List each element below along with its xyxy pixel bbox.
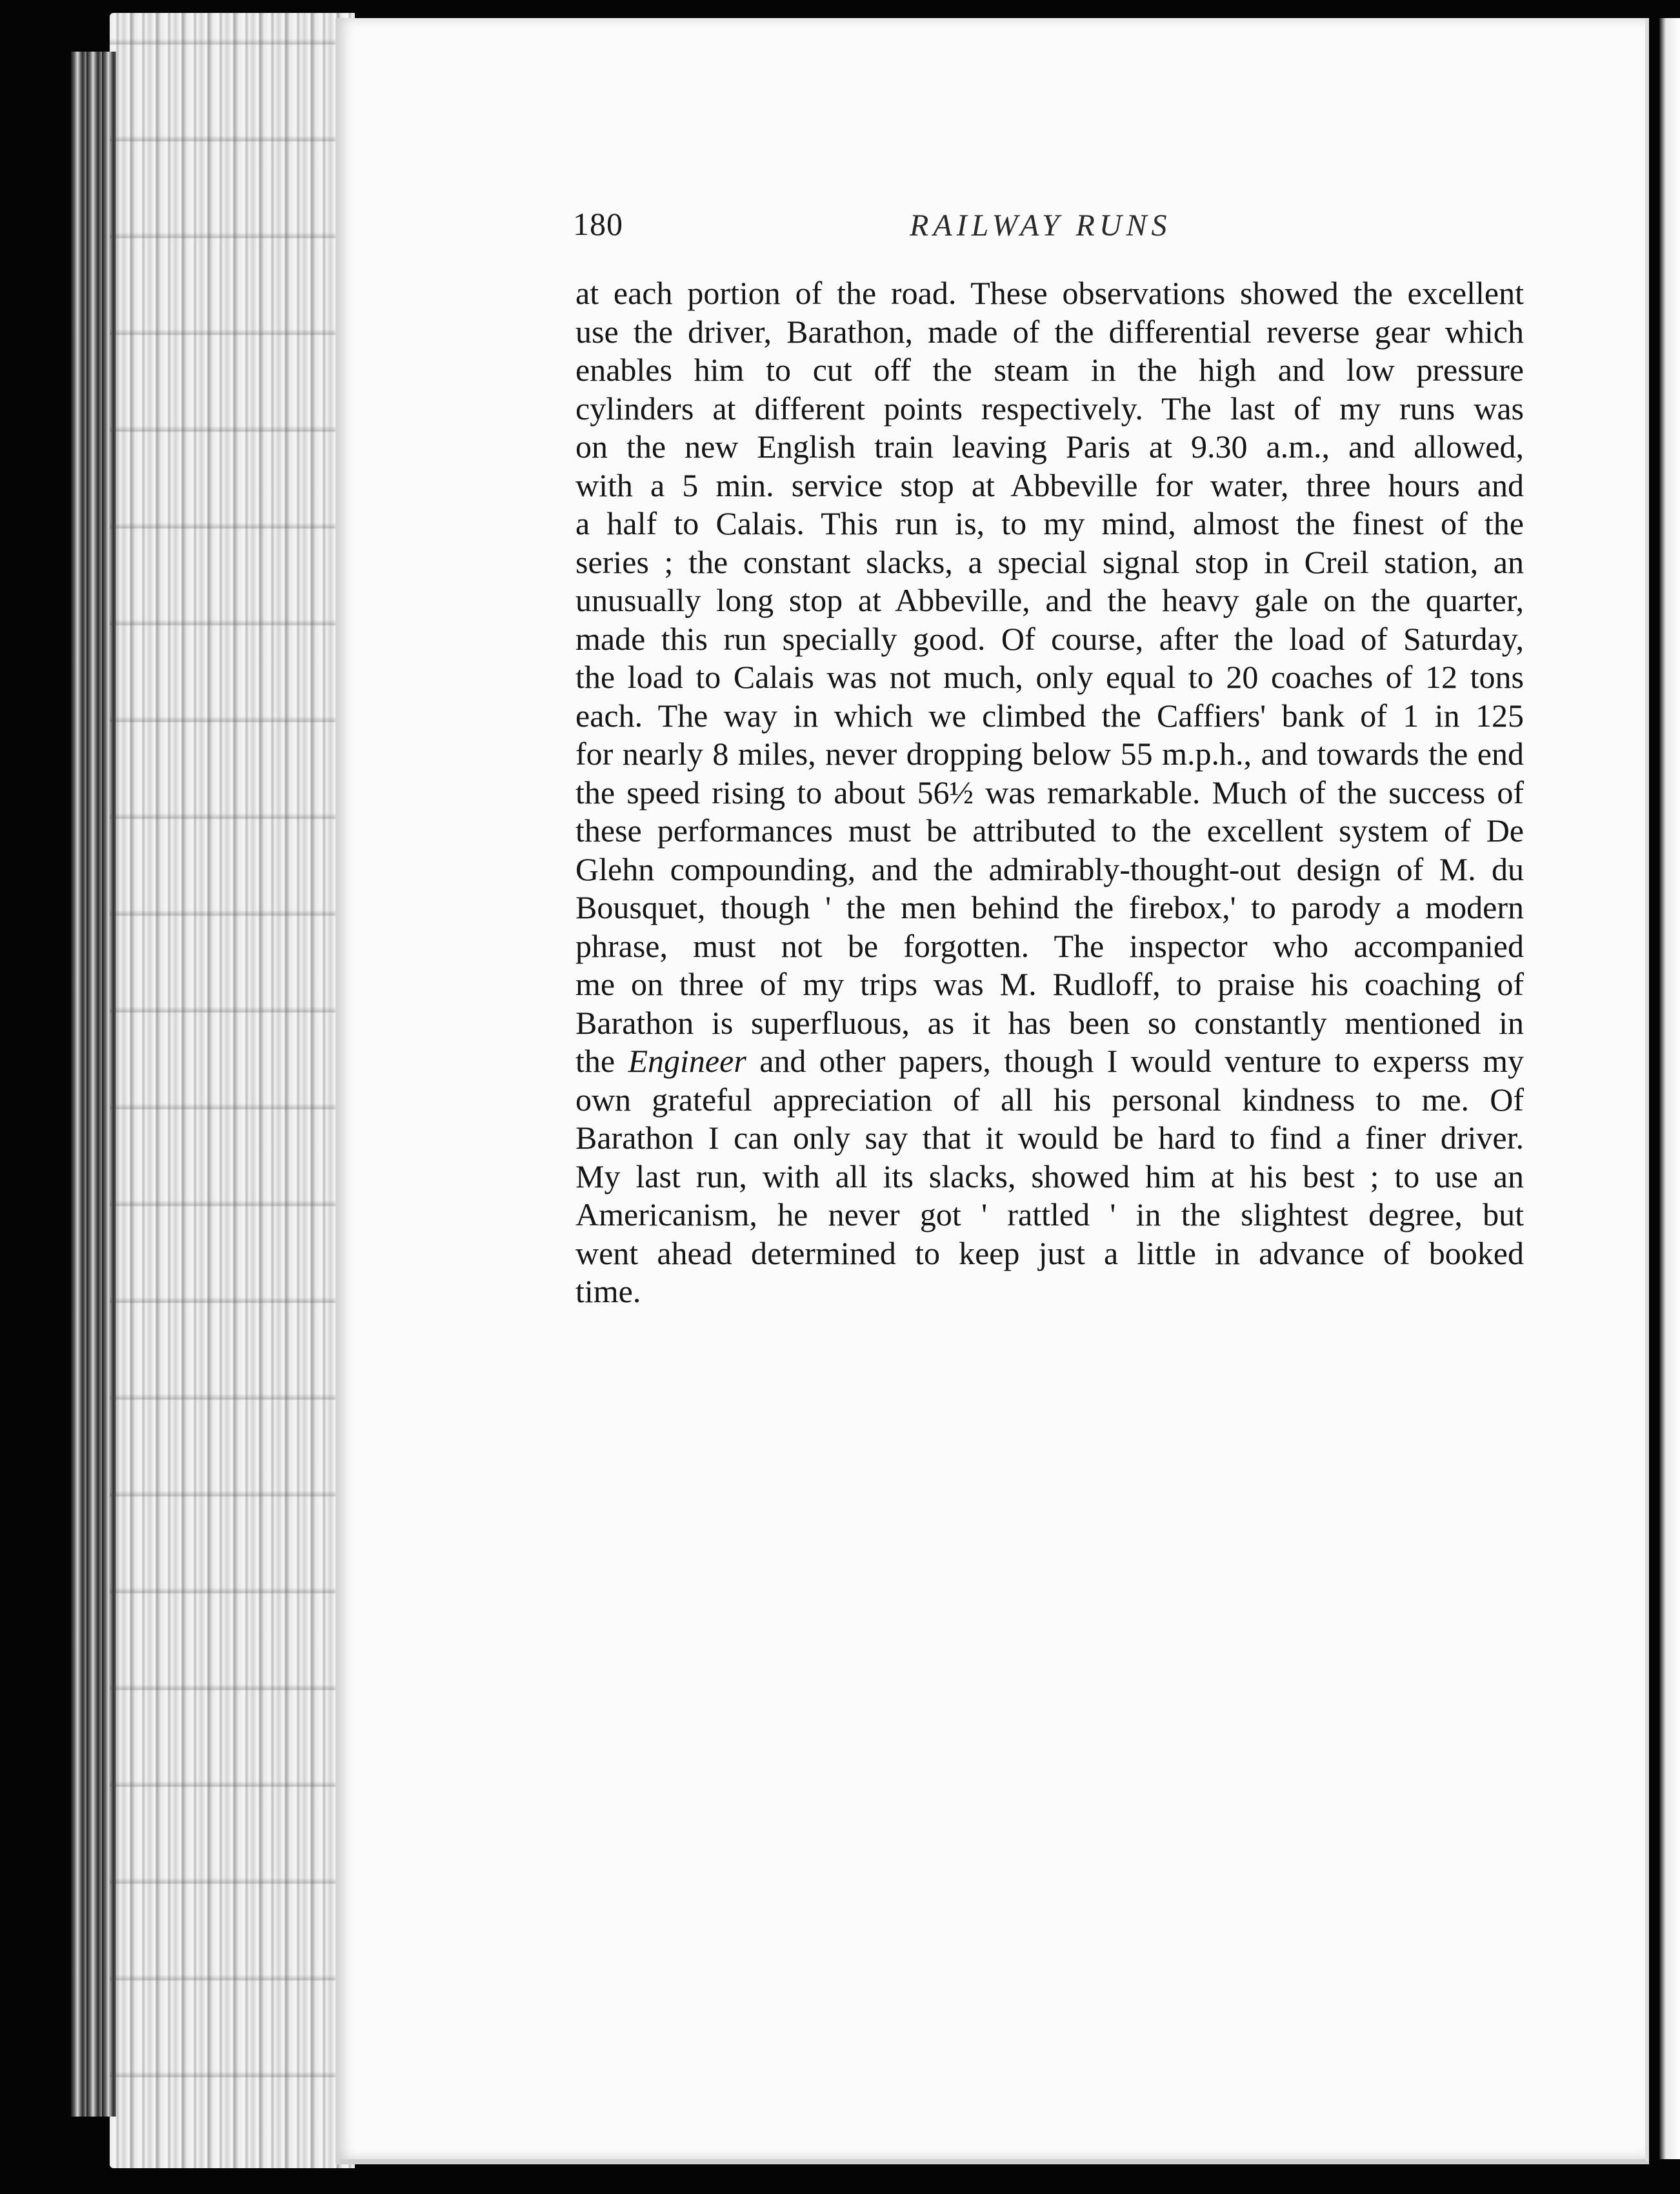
text-line: own grateful appreciation of all his personal kindness to me. Of [575,1081,1524,1118]
text-line: the speed rising to about 56½ was remarkable. Much of the success of [575,774,1524,810]
text-line: with a 5 min. service stop at Abbeville for water, three hours and [575,467,1524,503]
text-line: the load to Calais was not much, only equal to 20 coaches of 12 tons [575,659,1524,695]
page-number: 180 [573,206,623,242]
text-line: at each portion of the road. These observations showed the excellent [575,275,1524,311]
running-head [573,205,1218,250]
text-line: Glehn compounding, and the admirably-thought-out design of M. du [575,850,1524,887]
text-line [575,1042,1524,1081]
text-line: a half to Calais. This run is, to my mind, almost the finest of the [575,505,1524,541]
text-line: My last run, with all its slacks, showed him at his best ; to use an [575,1158,1524,1194]
text-line: Barathon is superfluous, as it has been so constantly mentioned in [575,1004,1524,1041]
text-segment: the [575,1043,628,1079]
italic-title: Engineer [628,1043,746,1079]
page-edges [110,13,355,2168]
text-line: Americanism, he never got ' rattled ' in the slightest degree, but [575,1196,1524,1233]
text-segment: and other papers, though I would venture to experss my [746,1043,1524,1079]
next-page-edge [1659,18,1680,2159]
text-line: on the new English train leaving Paris at 9.30 a.m., and allowed, [575,428,1524,465]
text-line: phrase, must not be forgotten. The inspector who accompanied [575,927,1524,964]
text-line: unusually long stop at Abbeville, and the heavy gale on the quarter, [575,582,1524,618]
text-line: went ahead determined to keep just a little in advance of booked [575,1234,1524,1271]
running-head-title: RAILWAY RUNS [910,208,1172,243]
text-line: for nearly 8 miles, never dropping below 55 m.p.h., and towards the end [575,736,1524,772]
text-line: these performances must be attributed to the excellent system of De [575,812,1524,849]
text-line: series ; the constant slacks, a special signal stop in Creil station, an [575,543,1524,580]
text-line: each. The way in which we climbed the Caffiers' bank of 1 in 125 [575,697,1524,734]
text-line: me on three of my trips was M. Rudloff, to praise his coaching of [575,966,1524,1002]
body-text [575,274,1524,1311]
text-line: cylinders at different points respectively. The last of my runs was [575,390,1524,427]
text-line: Barathon I can only say that it would be hard to find a finer driver. [575,1120,1524,1156]
text-line: time. [575,1273,641,1309]
text-line: made this run specially good. Of course, after the load of Saturday, [575,620,1524,657]
text-line: Bousquet, though ' the men behind the firebox,' to parody a modern [575,889,1524,925]
text-line: use the driver, Barathon, made of the differential reverse gear which [575,313,1524,350]
text-line: enables him to cut off the steam in the high and low pressure [575,352,1524,388]
